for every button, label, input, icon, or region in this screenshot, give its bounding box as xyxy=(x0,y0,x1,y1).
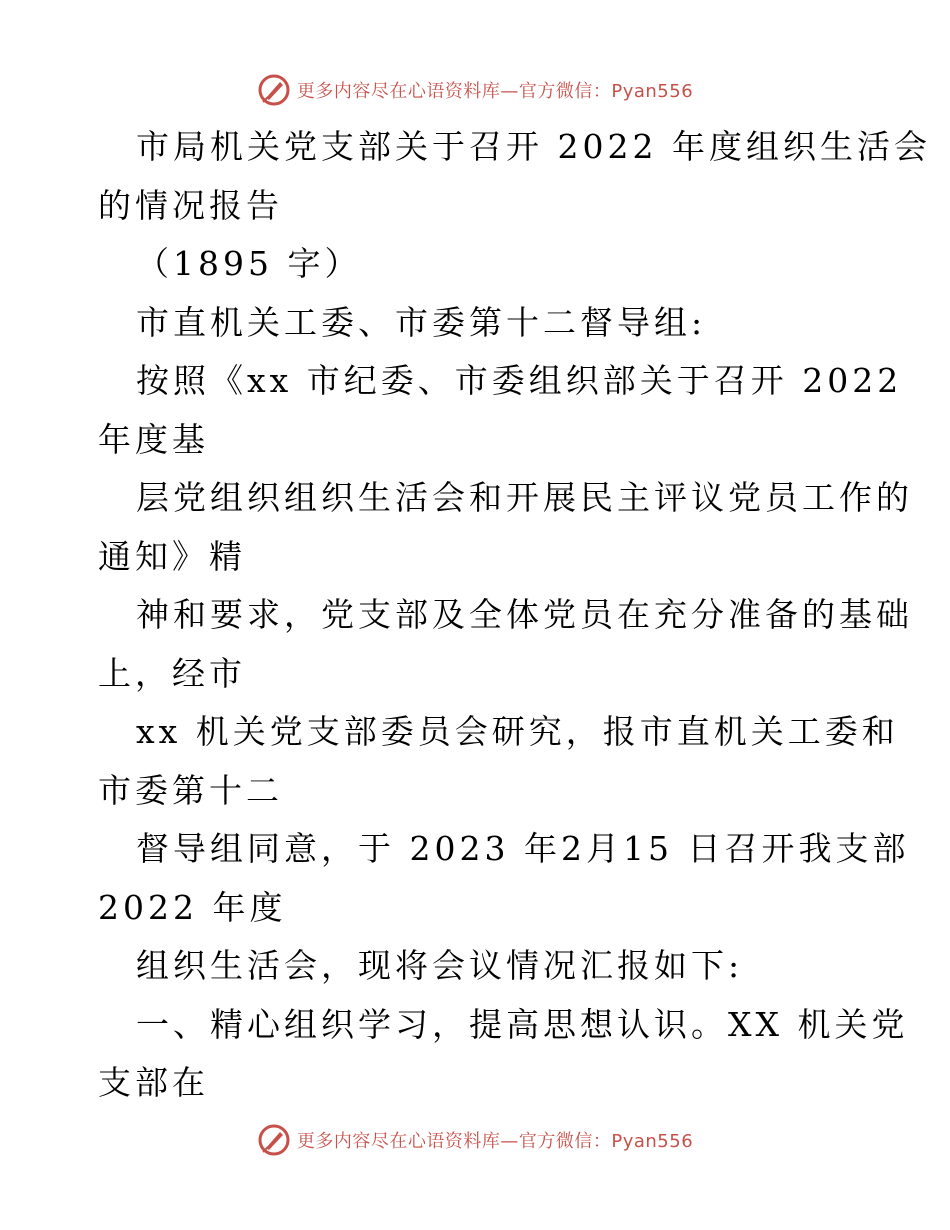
word-count: （1895 字） xyxy=(136,244,362,283)
document-title-line: 的情况报告 xyxy=(98,185,283,225)
section-heading-line: 一、精心组织学习，提高思想认识。XX 机关党 xyxy=(136,1004,909,1044)
document-body xyxy=(98,118,931,1113)
watermark-banner-top xyxy=(0,70,950,110)
body-line: 督导组同意，于 2023 年2月15 日召开我支部 xyxy=(136,829,910,868)
body-line: 按照《xx 市纪委、市委组织部关于召开 2022 xyxy=(136,361,903,400)
body-line: 层党组织组织生活会和开展民主评议党员工作的 xyxy=(136,478,913,517)
body-line: xx 机关党支部委员会研究，报市直机关工委和 xyxy=(136,712,899,751)
watermark-text: 更多内容尽在心语资料库—官方微信：Pyan556 xyxy=(296,1131,694,1152)
body-line: 神和要求，党支部及全体党员在充分准备的基础 xyxy=(136,595,913,634)
body-line: 年度基 xyxy=(98,419,209,459)
body-line: 支部在 xyxy=(98,1063,209,1102)
body-line: 组织生活会，现将会议情况汇报如下: xyxy=(136,946,744,985)
quill-pen-logo-icon xyxy=(257,1123,291,1157)
body-line: 2022 年度 xyxy=(98,887,287,927)
addressee-line: 市直机关工委、市委第十二督导组: xyxy=(136,302,707,342)
document-title-line: 市局机关党支部关于召开 2022 年度组织生活会 xyxy=(136,127,931,166)
watermark-text: 更多内容尽在心语资料库—官方微信：Pyan556 xyxy=(296,81,694,102)
body-line: 通知》精 xyxy=(98,536,246,576)
body-line: 市委第十二 xyxy=(98,770,283,810)
quill-pen-logo-icon xyxy=(257,73,291,107)
body-line: 上，经市 xyxy=(98,653,246,693)
watermark-banner-bottom xyxy=(0,1120,950,1160)
